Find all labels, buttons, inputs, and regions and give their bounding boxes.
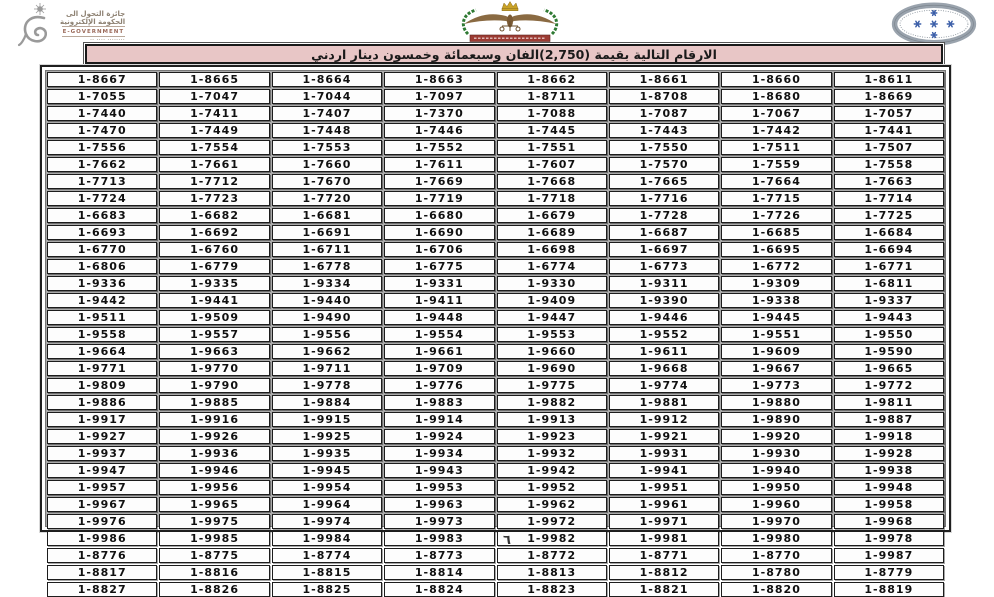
serial-cell: 1-9440	[272, 293, 382, 308]
serial-cell: 1-9662	[272, 344, 382, 359]
serial-cell: 1-9916	[159, 412, 269, 427]
security-directorate-emblem	[452, 0, 568, 44]
serial-cell: 1-9882	[497, 395, 607, 410]
serial-cell: 1-9981	[609, 531, 719, 546]
serial-cell: 1-7044	[272, 89, 382, 104]
serial-cell: 1-8772	[497, 548, 607, 563]
serial-cell: 1-7718	[497, 191, 607, 206]
serial-cell: 1-9952	[497, 480, 607, 495]
serial-cell: 1-9971	[609, 514, 719, 529]
serial-cell: 1-7442	[721, 123, 831, 138]
serial-cell: 1-9667	[721, 361, 831, 376]
serial-cell: 1-9336	[47, 276, 157, 291]
award-text-line1: جائزة التحول الى	[65, 10, 126, 18]
serial-cell: 1-8680	[721, 89, 831, 104]
serial-cell: 1-9946	[159, 463, 269, 478]
serial-cell: 1-8812	[609, 565, 719, 580]
serial-cell: 1-7723	[159, 191, 269, 206]
serial-cell: 1-9660	[497, 344, 607, 359]
serial-cell: 1-7713	[47, 174, 157, 189]
serial-cell: 1-9770	[159, 361, 269, 376]
serial-cell: 1-9982	[497, 531, 607, 546]
serial-cell: 1-9409	[497, 293, 607, 308]
serial-cell: 1-7057	[834, 106, 944, 121]
serial-cell: 1-9609	[721, 344, 831, 359]
serial-cell: 1-7445	[497, 123, 607, 138]
serial-cell: 1-9923	[497, 429, 607, 444]
serial-cell: 1-9987	[834, 548, 944, 563]
serial-cell: 1-9951	[609, 480, 719, 495]
serial-cell: 1-7728	[609, 208, 719, 223]
serial-cell: 1-9972	[497, 514, 607, 529]
serial-cell: 1-9983	[384, 531, 494, 546]
serial-cell: 1-8662	[497, 72, 607, 87]
serial-cell: 1-9980	[721, 531, 831, 546]
serial-cell: 1-9553	[497, 327, 607, 342]
serial-cell: 1-9918	[834, 429, 944, 444]
serial-cell: 1-9950	[721, 480, 831, 495]
serial-cell: 1-7449	[159, 123, 269, 138]
serial-cell: 1-9556	[272, 327, 382, 342]
serial-cell: 1-9772	[834, 378, 944, 393]
serial-cell: 1-7511	[721, 140, 831, 155]
serial-cell: 1-7087	[609, 106, 719, 121]
serial-cell: 1-6775	[384, 259, 494, 274]
serial-cell: 1-9976	[47, 514, 157, 529]
serial-cell: 1-6694	[834, 242, 944, 257]
serial-cell: 1-9776	[384, 378, 494, 393]
serial-cell: 1-7551	[497, 140, 607, 155]
serial-cell: 1-9984	[272, 531, 382, 546]
serial-cell: 1-6778	[272, 259, 382, 274]
serial-cell: 1-7662	[47, 157, 157, 172]
serial-cell: 1-9668	[609, 361, 719, 376]
serial-cell: 1-9943	[384, 463, 494, 478]
serial-cell: 1-6695	[721, 242, 831, 257]
serial-cell: 1-7553	[272, 140, 382, 155]
serial-cell: 1-6711	[272, 242, 382, 257]
serial-cell: 1-8819	[834, 582, 944, 597]
serial-cell: 1-9337	[834, 293, 944, 308]
serial-cell: 1-6680	[384, 208, 494, 223]
serial-cell: 1-8711	[497, 89, 607, 104]
serial-cell: 1-9941	[609, 463, 719, 478]
serial-cell: 1-8660	[721, 72, 831, 87]
serial-cell: 1-7448	[272, 123, 382, 138]
serial-cell: 1-8823	[497, 582, 607, 597]
serial-cell: 1-7669	[384, 174, 494, 189]
serial-cell: 1-9963	[384, 497, 494, 512]
serial-cell: 1-7440	[47, 106, 157, 121]
eagle-icon	[464, 14, 556, 31]
serial-cell: 1-6692	[159, 225, 269, 240]
serial-cell: 1-8780	[721, 565, 831, 580]
serial-cell: 1-6779	[159, 259, 269, 274]
serial-cell: 1-6683	[47, 208, 157, 223]
serial-cell: 1-9411	[384, 293, 494, 308]
serial-cell: 1-9446	[609, 310, 719, 325]
serial-cell: 1-8775	[159, 548, 269, 563]
serial-cell: 1-9711	[272, 361, 382, 376]
serial-cell: 1-9331	[384, 276, 494, 291]
award-text-line3: E-GOVERNMENT	[62, 26, 126, 37]
crown-icon	[502, 2, 518, 11]
serial-cell: 1-8827	[47, 582, 157, 597]
serial-cell: 1-9936	[159, 446, 269, 461]
serial-cell: 1-7715	[721, 191, 831, 206]
serial-cell: 1-9968	[834, 514, 944, 529]
serial-cell: 1-7556	[47, 140, 157, 155]
serial-cell: 1-7470	[47, 123, 157, 138]
serial-cell: 1-8669	[834, 89, 944, 104]
serial-cell: 1-9925	[272, 429, 382, 444]
serial-cell: 1-7570	[609, 157, 719, 172]
serial-cell: 1-8611	[834, 72, 944, 87]
serial-cell: 1-7088	[497, 106, 607, 121]
serial-cell: 1-7559	[721, 157, 831, 172]
serial-cell: 1-7552	[384, 140, 494, 155]
serial-cell: 1-9887	[834, 412, 944, 427]
award-text-line4: ········ ···· ··	[90, 38, 126, 43]
serial-cell: 1-9890	[721, 412, 831, 427]
serial-cell: 1-9443	[834, 310, 944, 325]
serial-cell: 1-7446	[384, 123, 494, 138]
serial-cell: 1-9771	[47, 361, 157, 376]
banner-ribbon	[470, 35, 550, 42]
serial-cell: 1-6706	[384, 242, 494, 257]
serial-cell: 1-6811	[834, 276, 944, 291]
serial-cell: 1-6772	[721, 259, 831, 274]
serial-cell: 1-9975	[159, 514, 269, 529]
serial-cell: 1-9915	[272, 412, 382, 427]
serial-cell: 1-9945	[272, 463, 382, 478]
serial-cell: 1-7663	[834, 174, 944, 189]
serial-cell: 1-7411	[159, 106, 269, 121]
serial-cell: 1-9790	[159, 378, 269, 393]
serial-cell: 1-9775	[497, 378, 607, 393]
serial-cell: 1-6687	[609, 225, 719, 240]
serial-cell: 1-9926	[159, 429, 269, 444]
serial-cell: 1-9665	[834, 361, 944, 376]
serial-cell: 1-7441	[834, 123, 944, 138]
serial-cell: 1-8770	[721, 548, 831, 563]
serial-cell: 1-9883	[384, 395, 494, 410]
serial-cell: 1-8816	[159, 565, 269, 580]
serial-cell: 1-9937	[47, 446, 157, 461]
serial-cell: 1-8815	[272, 565, 382, 580]
serial-cell: 1-7716	[609, 191, 719, 206]
serial-cell: 1-7712	[159, 174, 269, 189]
serial-cell: 1-9557	[159, 327, 269, 342]
serial-cell: 1-9554	[384, 327, 494, 342]
serial-cell: 1-9985	[159, 531, 269, 546]
serial-cell: 1-9881	[609, 395, 719, 410]
serial-cell: 1-8663	[384, 72, 494, 87]
serial-cell: 1-9511	[47, 310, 157, 325]
serial-cell: 1-8814	[384, 565, 494, 580]
serial-cell: 1-9917	[47, 412, 157, 427]
serial-cell: 1-7720	[272, 191, 382, 206]
serial-cell: 1-9551	[721, 327, 831, 342]
serial-cell: 1-9550	[834, 327, 944, 342]
serial-cell: 1-6773	[609, 259, 719, 274]
serial-cell: 1-9661	[384, 344, 494, 359]
serial-cell: 1-9558	[47, 327, 157, 342]
serial-cell: 1-9942	[497, 463, 607, 478]
serial-cell: 1-8776	[47, 548, 157, 563]
serial-cell: 1-9954	[272, 480, 382, 495]
serial-cell: 1-8813	[497, 565, 607, 580]
serial-cell: 1-6774	[497, 259, 607, 274]
serial-cell: 1-9938	[834, 463, 944, 478]
serial-cell: 1-7550	[609, 140, 719, 155]
serial-cell: 1-9960	[721, 497, 831, 512]
serial-cell: 1-6693	[47, 225, 157, 240]
serial-cell: 1-7724	[47, 191, 157, 206]
serial-cell: 1-9811	[834, 395, 944, 410]
document-title: الارقام التالية بقيمة (2,750)الفان وسبعمائة وخمسون دينار اردني	[85, 44, 943, 64]
serial-cell: 1-9709	[384, 361, 494, 376]
serial-cell: 1-9928	[834, 446, 944, 461]
serial-cell: 1-9445	[721, 310, 831, 325]
serial-cell: 1-6679	[497, 208, 607, 223]
emblem-icon	[452, 0, 568, 44]
serial-cell: 1-6806	[47, 259, 157, 274]
serial-cell: 1-9335	[159, 276, 269, 291]
serial-cell: 1-9965	[159, 497, 269, 512]
serial-cell: 1-9885	[159, 395, 269, 410]
serial-cell: 1-7607	[497, 157, 607, 172]
serial-cell: 1-6684	[834, 225, 944, 240]
serial-cell: 1-9934	[384, 446, 494, 461]
serial-cell: 1-9663	[159, 344, 269, 359]
serial-cell: 1-8664	[272, 72, 382, 87]
serial-cell: 1-9921	[609, 429, 719, 444]
serial-cell: 1-9552	[609, 327, 719, 342]
serial-cell: 1-9590	[834, 344, 944, 359]
serial-cell: 1-9448	[384, 310, 494, 325]
serial-cell: 1-9930	[721, 446, 831, 461]
serial-cell: 1-8771	[609, 548, 719, 563]
serial-grid	[45, 70, 946, 596]
seal-icon	[888, 2, 980, 46]
serial-cell: 1-9913	[497, 412, 607, 427]
serial-cell: 1-6698	[497, 242, 607, 257]
serial-cell: 1-9338	[721, 293, 831, 308]
serial-cell: 1-6770	[47, 242, 157, 257]
serial-cell: 1-7047	[159, 89, 269, 104]
serial-cell: 1-8667	[47, 72, 157, 87]
serial-cell: 1-8821	[609, 582, 719, 597]
serial-cell: 1-7067	[721, 106, 831, 121]
serial-cell: 1-9957	[47, 480, 157, 495]
serial-cell: 1-7726	[721, 208, 831, 223]
oval-seal	[888, 2, 980, 46]
serial-cell: 1-7055	[47, 89, 157, 104]
serial-cell: 1-9886	[47, 395, 157, 410]
serial-cell: 1-7370	[384, 106, 494, 121]
serial-cell: 1-9924	[384, 429, 494, 444]
serial-cell: 1-7665	[609, 174, 719, 189]
serial-cell: 1-8708	[609, 89, 719, 104]
serial-cell: 1-8661	[609, 72, 719, 87]
serial-cell: 1-6681	[272, 208, 382, 223]
serial-cell: 1-7407	[272, 106, 382, 121]
serial-cell: 1-9880	[721, 395, 831, 410]
serial-cell: 1-9932	[497, 446, 607, 461]
serial-cell: 1-9774	[609, 378, 719, 393]
serial-cell: 1-9940	[721, 463, 831, 478]
page-number: ٦	[503, 533, 511, 548]
serial-cell: 1-9334	[272, 276, 382, 291]
serial-cell: 1-7664	[721, 174, 831, 189]
serial-cell: 1-9935	[272, 446, 382, 461]
serial-cell: 1-9611	[609, 344, 719, 359]
serial-cell: 1-9447	[497, 310, 607, 325]
serial-cell: 1-9964	[272, 497, 382, 512]
serial-cell: 1-8779	[834, 565, 944, 580]
serial-cell: 1-9986	[47, 531, 157, 546]
serial-cell: 1-9912	[609, 412, 719, 427]
serial-cell: 1-9920	[721, 429, 831, 444]
serial-cell: 1-9978	[834, 531, 944, 546]
serial-cell: 1-7670	[272, 174, 382, 189]
serial-cell: 1-9442	[47, 293, 157, 308]
serial-cell: 1-7660	[272, 157, 382, 172]
serial-cell: 1-8824	[384, 582, 494, 597]
serial-cell: 1-7661	[159, 157, 269, 172]
serial-cell: 1-7558	[834, 157, 944, 172]
serial-cell: 1-7725	[834, 208, 944, 223]
serial-cell: 1-9778	[272, 378, 382, 393]
serial-cell: 1-8774	[272, 548, 382, 563]
serial-cell: 1-9948	[834, 480, 944, 495]
serial-cell: 1-6689	[497, 225, 607, 240]
serial-cell: 1-7714	[834, 191, 944, 206]
serial-cell: 1-8820	[721, 582, 831, 597]
serial-numbers-table	[40, 65, 951, 596]
award-text-line2: الحكومة الإلكترونية	[60, 18, 126, 26]
serial-cell: 1-9773	[721, 378, 831, 393]
serial-cell: 1-9931	[609, 446, 719, 461]
egov-award-logo	[16, 2, 141, 46]
serial-cell: 1-8826	[159, 582, 269, 597]
serial-cell: 1-9953	[384, 480, 494, 495]
serial-cell: 1-9927	[47, 429, 157, 444]
serial-cell: 1-7554	[159, 140, 269, 155]
serial-cell: 1-9958	[834, 497, 944, 512]
serial-cell: 1-9961	[609, 497, 719, 512]
serial-cell: 1-6690	[384, 225, 494, 240]
serial-cell: 1-9947	[47, 463, 157, 478]
serial-cell: 1-9974	[272, 514, 382, 529]
serial-cell: 1-8817	[47, 565, 157, 580]
spiral-award-icon	[16, 2, 60, 48]
serial-cell: 1-7611	[384, 157, 494, 172]
serial-cell: 1-6682	[159, 208, 269, 223]
serial-cell: 1-9914	[384, 412, 494, 427]
serial-cell: 1-7668	[497, 174, 607, 189]
serial-cell: 1-7443	[609, 123, 719, 138]
award-logo-text	[60, 10, 125, 45]
serial-cell: 1-9970	[721, 514, 831, 529]
serial-cell: 1-9664	[47, 344, 157, 359]
serial-cell: 1-9690	[497, 361, 607, 376]
serial-cell: 1-6771	[834, 259, 944, 274]
serial-cell: 1-9956	[159, 480, 269, 495]
serial-cell: 1-9441	[159, 293, 269, 308]
serial-cell: 1-7507	[834, 140, 944, 155]
serial-cell: 1-9884	[272, 395, 382, 410]
serial-cell: 1-9390	[609, 293, 719, 308]
serial-cell: 1-9962	[497, 497, 607, 512]
serial-cell: 1-8825	[272, 582, 382, 597]
serial-cell: 1-9309	[721, 276, 831, 291]
serial-cell: 1-6697	[609, 242, 719, 257]
serial-cell: 1-6760	[159, 242, 269, 257]
serial-cell: 1-6685	[721, 225, 831, 240]
serial-cell: 1-9311	[609, 276, 719, 291]
serial-cell: 1-9967	[47, 497, 157, 512]
serial-cell: 1-9973	[384, 514, 494, 529]
serial-cell: 1-9509	[159, 310, 269, 325]
serial-cell: 1-8773	[384, 548, 494, 563]
serial-cell: 1-9809	[47, 378, 157, 393]
serial-cell: 1-9330	[497, 276, 607, 291]
serial-cell: 1-6691	[272, 225, 382, 240]
serial-cell: 1-7719	[384, 191, 494, 206]
serial-cell: 1-7097	[384, 89, 494, 104]
serial-cell: 1-8665	[159, 72, 269, 87]
serial-cell: 1-9490	[272, 310, 382, 325]
